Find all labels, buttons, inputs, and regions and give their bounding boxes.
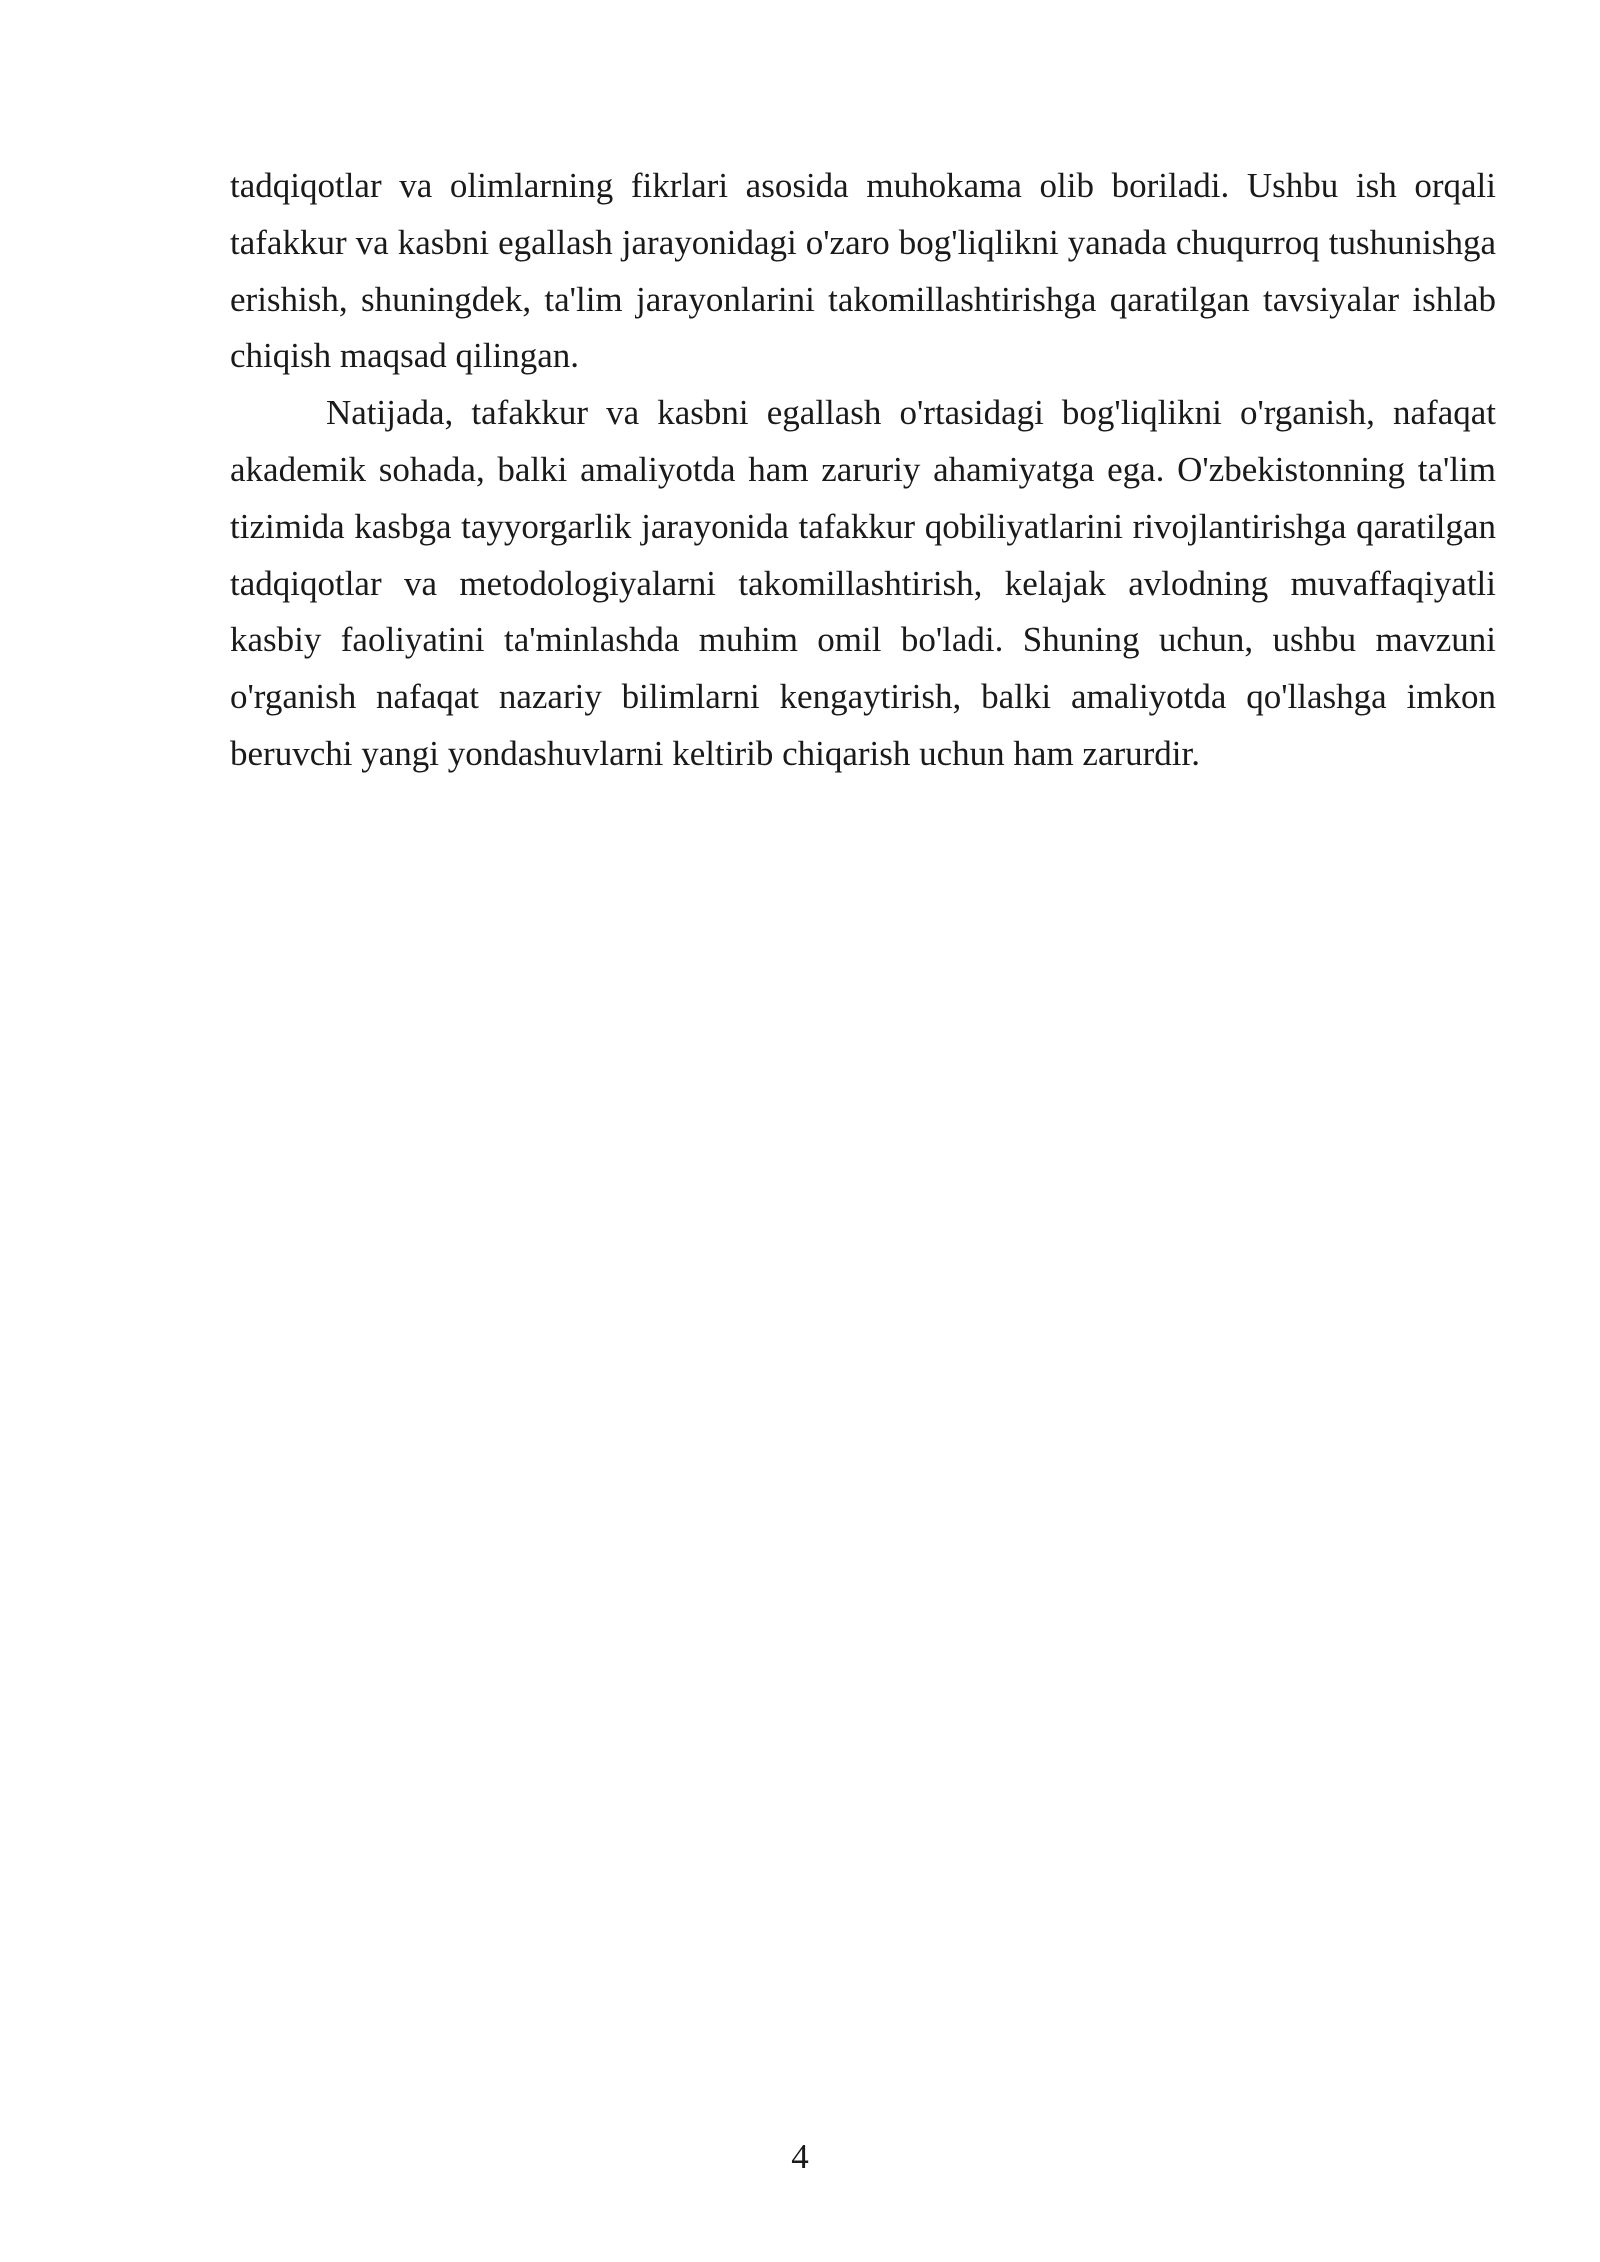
- body-text: [230, 158, 1496, 783]
- paragraph-continued: tadqiqotlar va olimlarning fikrlari asosida muhokama olib boriladi. Ushbu ish orqali tafakkur va kasbni egallash jarayonidagi o'zaro bog'liqlikni yanada chuqurroq tushunishga erishish, shuningdek, ta'lim jarayonlarini takomillashtirishga qaratilgan tavsiyalar ishlab chiqish maqsad qilingan.: [230, 166, 1496, 376]
- page-number: 4: [791, 2137, 809, 2176]
- paragraph-conclusion: Natijada, tafakkur va kasbni egallash o'rtasidagi bog'liqlikni o'rganish, nafaqat akademik sohada, balki amaliyotda ham zaruriy ahamiyatga ega. O'zbekistonning ta'lim tizimida kasbga tayyorgarlik jarayonida tafakkur qobiliyatlarini rivojlantirishga qaratilgan tadqiqotlar va metodologiyalarni takomillashtirish, kelajak avlodning muvaffaqiyatli kasbiy faoliyatini ta'minlashda muhim omil bo'ladi. Shuning uchun, ushbu mavzuni o'rganish nafaqat nazariy bilimlarni kengaytirish, balki amaliyotda qo'llashga imkon beruvchi yangi yondashuvlarni keltirib chiqarish uchun ham zarurdir.: [230, 393, 1496, 773]
